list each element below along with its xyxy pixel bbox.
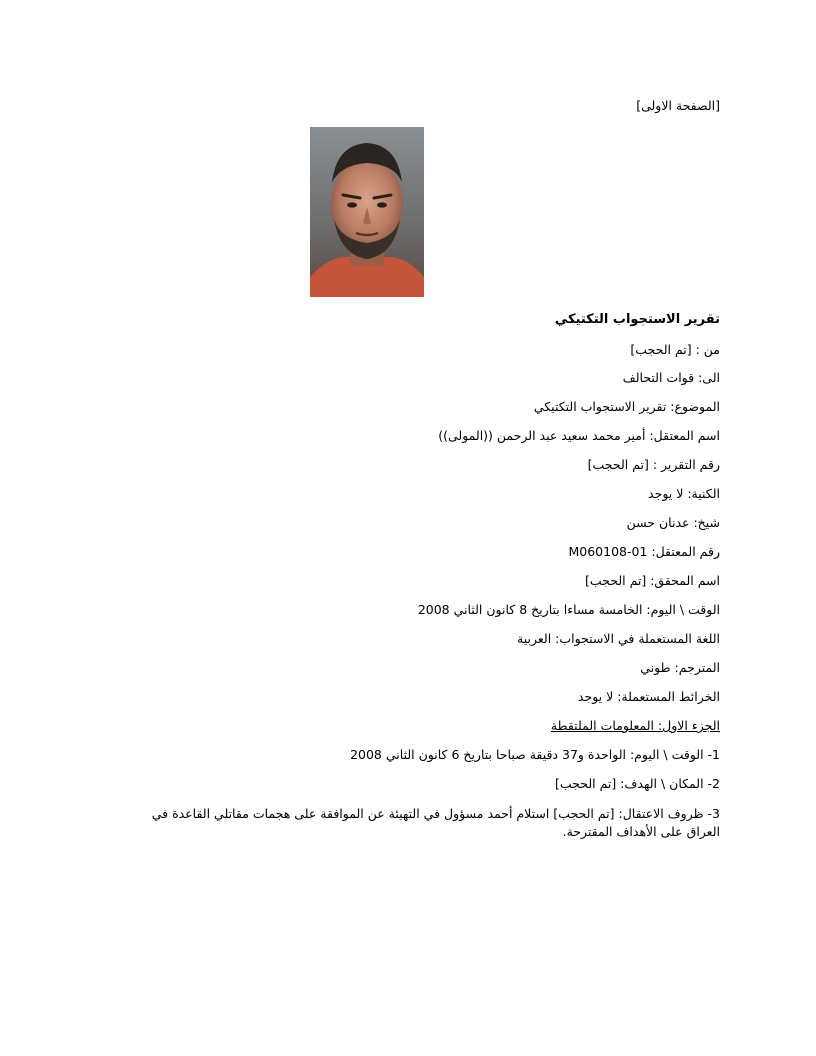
field-time-day: الوقت \ اليوم: الخامسة مساءا بتاريخ 8 كانون الثاني 2008 bbox=[417, 602, 720, 617]
field-report-number: رقم التقرير : [تم الحجب] bbox=[587, 457, 720, 472]
field-to: الى: قوات التحالف bbox=[622, 370, 720, 385]
item-1: 1- الوقت \ اليوم: الواحدة و37 دقيقة صباحا بتاريخ 6 كانون الثاني 2008 bbox=[350, 747, 720, 762]
detainee-photo bbox=[310, 127, 424, 297]
section-heading: الجزء الاول: المعلومات الملتقطة bbox=[550, 718, 720, 733]
item-2: 2- المكان \ الهدف: [تم الحجب] bbox=[555, 776, 720, 791]
field-from: من : [تم الحجب] bbox=[630, 342, 720, 357]
field-subject: الموضوع: تقرير الاستجواب التكتيكي bbox=[533, 399, 720, 414]
field-interrogator-name: اسم المحقق: [تم الحجب] bbox=[585, 573, 720, 588]
field-sheikh: شيخ: عدنان حسن bbox=[626, 515, 720, 530]
field-translator: المترجم: طوني bbox=[640, 660, 720, 675]
field-detainee-name: اسم المعتقل: أمير محمد سعيد عبد الرحمن ((المولى)) bbox=[438, 428, 720, 443]
item-3: 3- ظروف الاعتقال: [تم الحجب] استلام أحمد مسؤول في التهيئة عن الموافقة على هجمات مقاتلي القاعدة في العراق على الأهداف المقترحة. bbox=[151, 806, 720, 839]
field-maps: الخرائط المستعملة: لا يوجد bbox=[577, 689, 720, 704]
report-title: تقرير الاستجواب التكتيكي bbox=[554, 312, 720, 327]
page-label: [الصفحة الاولى] bbox=[636, 98, 720, 113]
field-detainee-number: رقم المعتقل: M060108-01 bbox=[568, 544, 720, 559]
field-language: اللغة المستعملة في الاستجواب: العربية bbox=[517, 631, 720, 646]
field-nickname: الكنية: لا يوجد bbox=[648, 486, 720, 501]
